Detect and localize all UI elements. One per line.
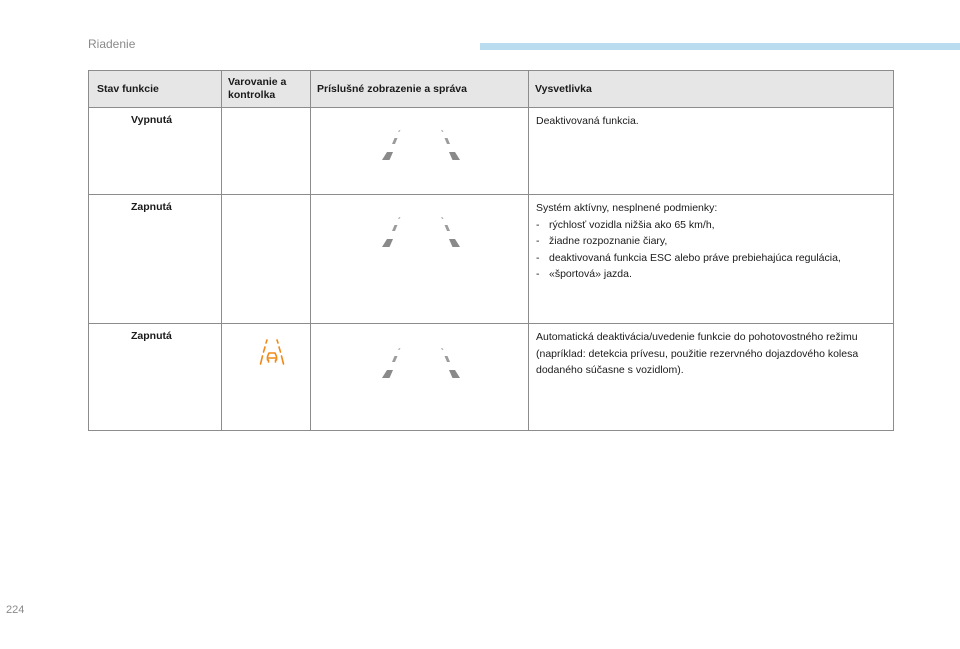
display-cell — [311, 195, 529, 324]
explanation-text: Deaktivovaná funkcia. — [536, 115, 639, 127]
warning-cell — [222, 195, 311, 324]
state-label: Vypnutá — [131, 114, 173, 126]
display-cell — [311, 108, 529, 195]
state-label: Zapnutá — [131, 201, 172, 213]
warning-cell — [222, 108, 311, 195]
explanation-cell — [529, 195, 894, 324]
lane-markings-icon — [371, 130, 475, 166]
table-row — [89, 324, 894, 431]
table-row — [89, 195, 894, 324]
state-cell — [89, 324, 222, 431]
explanation-list — [536, 217, 887, 283]
explanation-cell — [529, 324, 894, 431]
state-cell — [89, 108, 222, 195]
section-title: Riadenie — [88, 37, 136, 51]
table-header-row — [89, 71, 894, 108]
warning-cell — [222, 324, 311, 431]
state-cell — [89, 195, 222, 324]
list-item: - rýchlosť vozidla nižšia ako 65 km/h, — [536, 217, 887, 234]
list-item: - deaktivovaná funkcia ESC alebo práve prebiehajúca regulácia, — [536, 250, 887, 267]
header-accent-bar — [480, 43, 960, 50]
explanation-text: Systém aktívny, nesplnené podmienky: — [536, 202, 718, 214]
column-header-display: Príslušné zobrazenie a správa — [311, 71, 529, 108]
column-header-explanation: Vysvetlivka — [529, 71, 894, 108]
lane-departure-warning-icon — [259, 339, 285, 365]
explanation-text: Automatická deaktivácia/uvedenie funkcie do pohotovostného režimu (napríklad: detekcia prívesu, použitie rezervného dojazdového kolesa dodaného súčasne s vozidlom). — [536, 331, 859, 376]
column-header-state: Stav funkcie — [89, 71, 222, 108]
lane-markings-icon — [371, 348, 475, 384]
explanation-cell — [529, 108, 894, 195]
table-row — [89, 108, 894, 195]
column-header-warning: Varovanie a kontrolka — [222, 71, 311, 108]
list-item: - žiadne rozpoznanie čiary, — [536, 233, 887, 250]
page-number: 224 — [6, 604, 25, 616]
state-label: Zapnutá — [131, 330, 172, 342]
lane-markings-icon — [371, 217, 475, 253]
function-status-table — [88, 70, 893, 431]
display-cell — [311, 324, 529, 431]
list-item: - «športová» jazda. — [536, 266, 887, 283]
